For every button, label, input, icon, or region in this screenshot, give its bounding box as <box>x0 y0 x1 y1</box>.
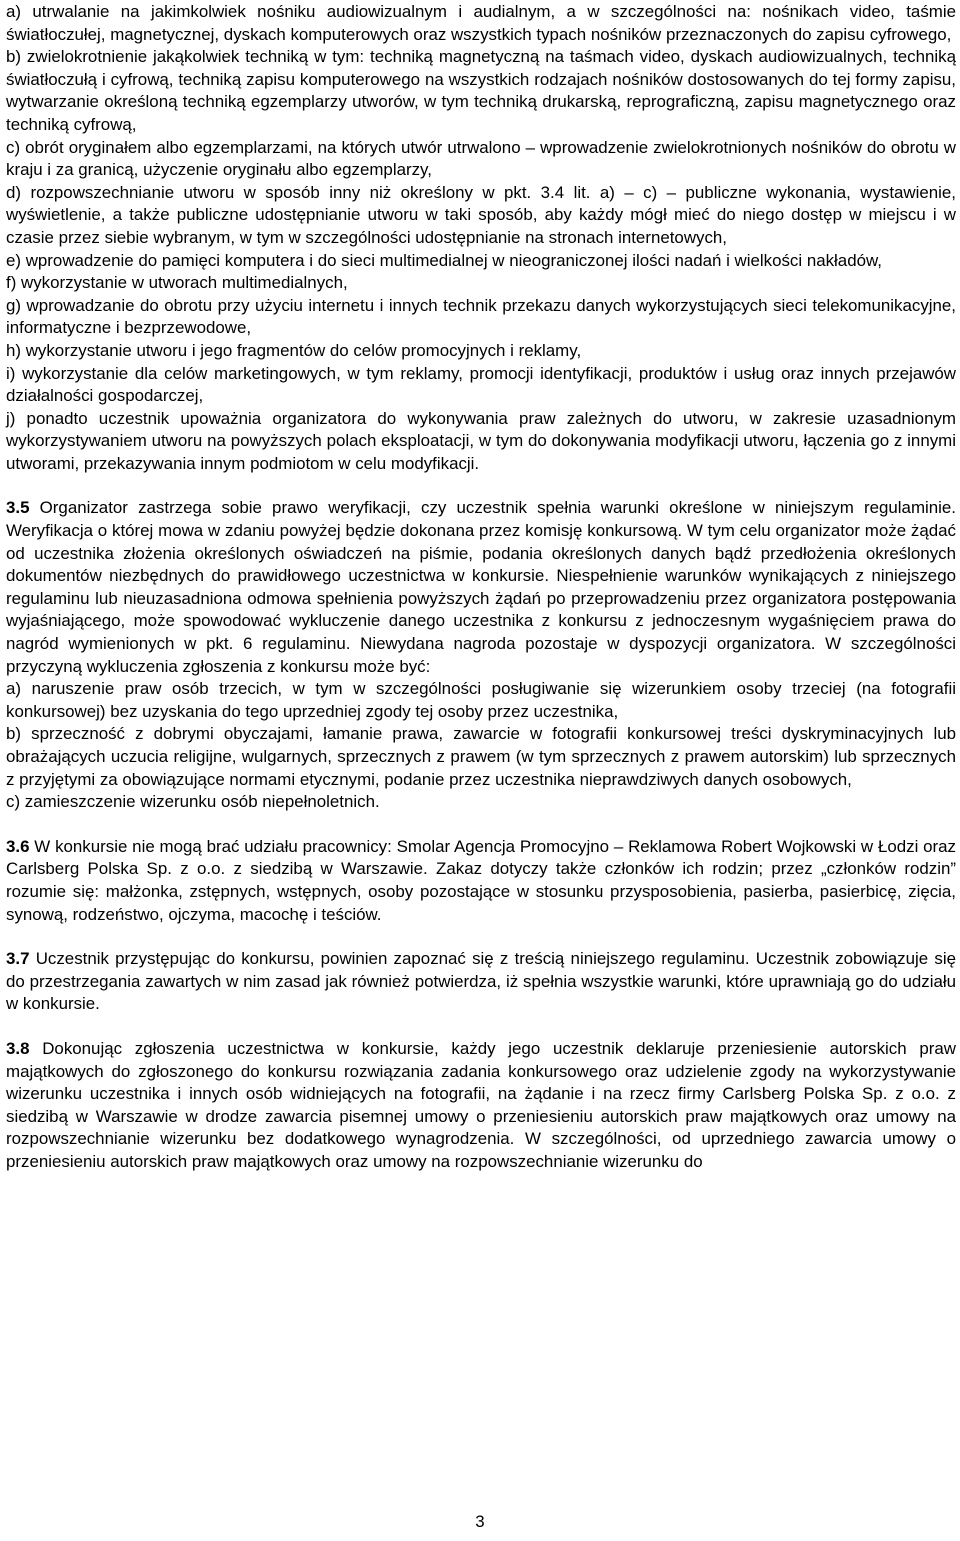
list-item-f: f) wykorzystanie w utworach multimedialnych, <box>6 273 348 293</box>
list-item-g: g) wprowadzanie do obrotu przy użyciu internetu i innych technik przekazu danych wykorzystujących sieci telekomunikacyjne, informatyczne i bezprzewodowe, <box>6 295 956 338</box>
list-item-d: d) rozpowszechnianie utworu w sposób inny niż określony w pkt. 3.4 lit. a) – c) – publiczne wykonania, wystawienie, wyświetlenie, a także publiczne udostępnianie utworu w taki sposób, aby każdy mógł mieć do niego dostęp w miejscu i w czasie przez siebie wybranym, w tym w szczególności udostępnianie na stronach internetowych, <box>6 182 956 247</box>
paragraph-spacer <box>6 475 956 497</box>
section-text: Organizator zastrzega sobie prawo weryfikacji, czy uczestnik spełnia warunki określone w niniejszym regulaminie. Weryfikacja o której mowa w zdaniu powyżej będzie dokonana przez komisję konkursową. W tym celu organizator może żądać od uczestnika złożenia określonych oświadczeń na piśmie, podania określonych danych bądź przedłożenia określonych dokumentów niezbędnych do prawidłowego uczestnictwa w konkursie. Niespełnienie warunków wynikających z niniejszego regulaminu lub nieuzasadniona odmowa spełnienia powyższych żądań po przeprowadzeniu przez organizatora postępowania wyjaśniającego, może spowodować wykluczenie danego uczestnika z konkursu z jednoczesnym wygaśnięciem prawa do nagród wymienionych w pkt. 6 regulaminu. Niewydana nagroda pozostaje w dyspozycji organizatora. W szczególności przyczyną wykluczenia zgłoszenia z konkursu może być: <box>6 498 956 676</box>
section-text: Dokonując zgłoszenia uczestnictwa w konkursie, każdy jego uczestnik deklaruje przeniesienie autorskich praw majątkowych do zgłoszonego do konkursu rozwiązania zadania konkursowego oraz udzielenie zgody na wykorzystywanie wizerunku uczestnika i innych osób widniejących na fotografii, na żądanie i na rzecz firmy Carlsberg Polska Sp. z o.o. z siedzibą w Warszawie w drodze zawarcia pisemnej umowy o przeniesieniu autorskich praw majątkowych oraz umowy na rozpowszechnianie wizerunku bez dodatkowego wynagrodzenia. W szczególności, od uprzedniego zawarcia umowy o przeniesieniu autorskich praw majątkowych oraz umowy na rozpowszechnianie wizerunku do <box>6 1038 956 1171</box>
exclusion-item-a: a) naruszenie praw osób trzecich, w tym w szczególności posługiwanie się wizerunkiem osoby trzeciej (na fotografii konkursowej) bez uzyskania do tego uprzedniej zgody tej osoby przez uczestnika, <box>6 679 956 721</box>
paragraph-spacer <box>6 1016 956 1038</box>
document-page <box>6 1 956 1174</box>
section-3-6 <box>6 836 956 926</box>
section-number: 3.8 <box>6 1038 30 1058</box>
section-3-7 <box>6 948 956 1016</box>
section-number: 3.5 <box>6 498 30 518</box>
page-number: 3 <box>475 1512 485 1531</box>
section-3-8 <box>6 1038 956 1174</box>
list-item-a: a) utrwalanie na jakimkolwiek nośniku audiowizualnym i audialnym, a w szczególności na: nośnikach video, taśmie światłoczułej, magnetycznej, dyskach komputerowych oraz wszystkich typach nośników przeznaczonych do zapisu cyfrowego, <box>6 2 956 44</box>
list-item-b: b) zwielokrotnienie jakąkolwiek techniką w tym: techniką magnetyczną na taśmach video, dyskach audiowizualnych, techniką światłoczułą i cyfrową, techniką zapisu komputerowego na wszystkich rodzajach nośników dostosowanych do tej formy zapisu, wytwarzanie określoną techniką egzemplarzy utworów, w tym techniką drukarską, reprograficzną, zapisu magnetycznego oraz techniką cyfrową, <box>6 47 956 134</box>
section-number: 3.7 <box>6 949 30 969</box>
section-text: Uczestnik przystępując do konkursu, powinien zapoznać się z treścią niniejszego regulaminu. Uczestnik zobowiązuje się do przestrzegania zawartych w nim zasad jak również potwierdza, iż spełnia wszystkie warunki, które uprawniają go do udziału w konkursie. <box>6 949 956 1014</box>
list-item-h: h) wykorzystanie utworu i jego fragmentów do celów promocyjnych i reklamy, <box>6 340 582 360</box>
section-3-5 <box>6 497 956 678</box>
paragraph-spacer <box>6 926 956 948</box>
exclusion-item-c: c) zamieszczenie wizerunku osób niepełnoletnich. <box>6 792 380 812</box>
list-item-c: c) obrót oryginałem albo egzemplarzami, na których utwór utrwalono – wprowadzenie zwielokrotnionych nośników do obrotu w kraju i za granicą, użyczenie oryginału albo egzemplarzy, <box>6 137 956 180</box>
list-item-e: e) wprowadzenie do pamięci komputera i do sieci multimedialnej w nieograniczonej ilości nadań i wielkości nakładów, <box>6 250 882 270</box>
list-item-i: i) wykorzystanie dla celów marketingowych, w tym reklamy, promocji identyfikacji, produktów i usług oraz innych przejawów działalności gospodarczej, <box>6 363 956 406</box>
section-number: 3.6 <box>6 836 30 856</box>
list-item-j: j) ponadto uczestnik upoważnia organizatora do wykonywania praw zależnych do utworu, w zakresie uzasadnionym wykorzystywaniem utworu na powyższych polach eksploatacji, w tym do dokonywania modyfikacji utworu, łączenia go z innymi utworami, przekazywania innym podmiotom w celu modyfikacji. <box>6 408 956 473</box>
exclusion-item-b: b) sprzeczność z dobrymi obyczajami, łamanie prawa, zawarcie w fotografii konkursowej treści dyskryminacyjnych lub obrażających uczucia religijne, wulgarnych, sprzecznych z prawem (w tym sprzecznych z prawem autorskim) lub sprzecznych z przyjętymi za obowiązujące normami etycznymi, podanie przez uczestnika nieprawdziwych danych osobowych, <box>6 724 956 789</box>
section-text: W konkursie nie mogą brać udziału pracownicy: Smolar Agencja Promocyjno – Reklamowa Robert Wojkowski w Łodzi oraz Carlsberg Polska Sp. z o.o. z siedzibą w Warszawie. Zakaz dotyczy także członków ich rodzin; przez „członków rodzin” rozumie się: małżonka, zstępnych, wstępnych, osoby pozostające w stosunku przysposobienia, pasierba, pasierbicę, zięcia, synową, rodzeństwo, ojczyma, macochę i teściów. <box>6 836 956 924</box>
paragraph-spacer <box>6 814 956 836</box>
